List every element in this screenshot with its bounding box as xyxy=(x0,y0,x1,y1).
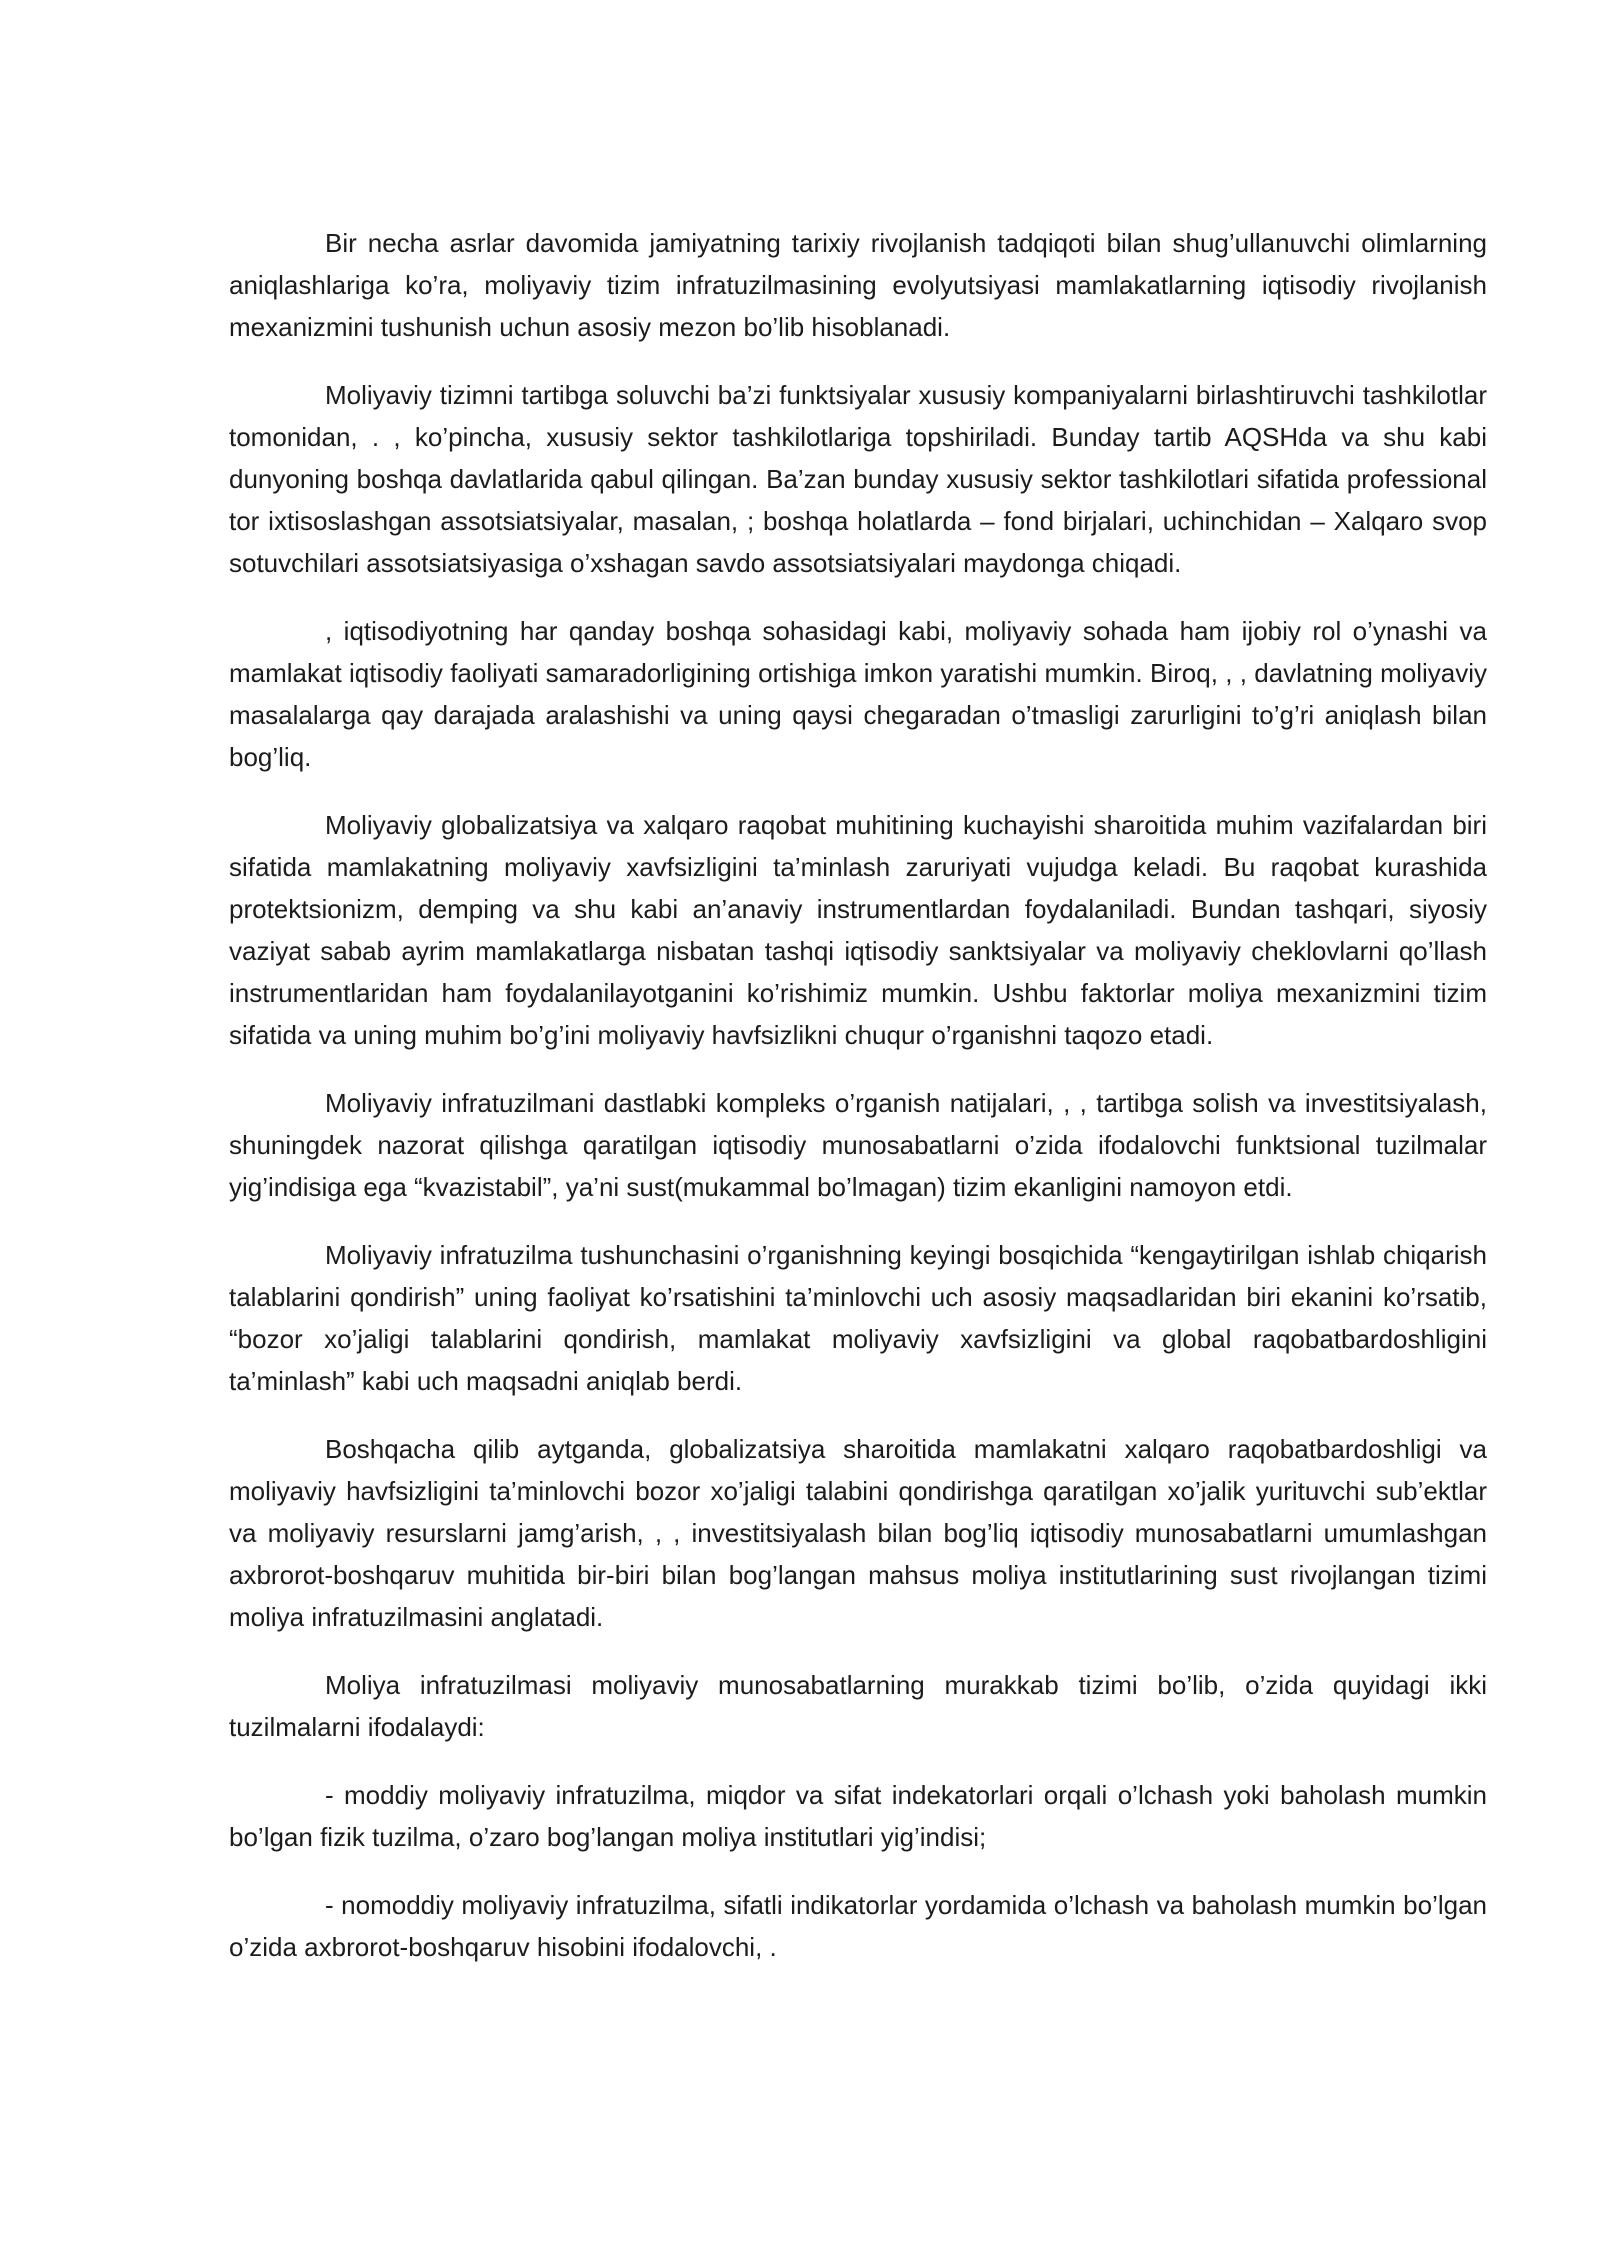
list-item-2: - nomoddiy moliyaviy infratuzilma, sifatli indikatorlar yordamida o’lchash va baholash mumkin bo’lgan o’zida axbrorot-boshqaruv hisobini ifodalovchi, . xyxy=(229,1890,1487,1962)
paragraph-7: Boshqacha qilib aytganda, globalizatsiya sharoitida mamlakatni xalqaro raqobatbardoshligi va moliyaviy havfsizligini ta’minlovchi bozor xo’jaligi talabini qondirishga qaratilgan xo’jalik yurituvchi sub’ektlar va moliyaviy resurslarni jamg’arish, , , investitsiyalash bilan bog’liq iqtisodiy munosabatlarni umumlashgan axbrorot-boshqaruv muhitida bir-biri bilan bog’langan mahsus moliya institutlarining sust rivojlangan tizimi moliya infratuzilmasini anglatadi. xyxy=(229,1434,1487,1632)
paragraph-2: Moliyaviy tizimni tartibga soluvchi ba’zi funktsiyalar xususiy kompaniyalarni birlashtiruvchi tashkilotlar tomonidan, . , ko’pincha, xususiy sektor tashkilotlariga topshiriladi. Bunday tartib AQSHda va shu kabi dunyoning boshqa davlatlarida qabul qilingan. Ba’zan bunday xususiy sektor tashkilotlari sifatida professional tor ixtisoslashgan assotsiatsiyalar, masalan, ; boshqa holatlarda – fond birjalari, uchinchidan – Xalqaro svop sotuvchilari assotsiatsiyasiga o’xshagan savdo assotsiatsiyalari maydonga chiqadi. xyxy=(229,380,1487,578)
paragraph-4: Moliyaviy globalizatsiya va xalqaro raqobat muhitining kuchayishi sharoitida muhim vazifalardan biri sifatida mamlakatning moliyaviy xavfsizligini ta’minlash zaruriyati vujudga keladi. Bu raqobat kurashida protektsionizm, demping va shu kabi an’anaviy instrumentlardan foydalaniladi. Bundan tashqari, siyosiy vaziyat sabab ayrim mamlakatlarga nisbatan tashqi iqtisodiy sanktsiyalar va moliyaviy cheklovlarni qo’llash instrumentlaridan ham foydalanilayotganini ko’rishimiz mumkin. Ushbu faktorlar moliya mexanizmini tizim sifatida va uning muhim bo’g’ini moliyaviy havfsizlikni chuqur o’rganishni taqozo etadi. xyxy=(229,810,1487,1050)
paragraph-3: , iqtisodiyotning har qanday boshqa sohasidagi kabi, moliyaviy sohada ham ijobiy rol o’ynashi va mamlakat iqtisodiy faoliyati samaradorligining ortishiga imkon yaratishi mumkin. Biroq, , , davlatning moliyaviy masalalarga qay darajada aralashishi va uning qaysi chegaradan o’tmasligi zarurligini to’g’ri aniqlash bilan bog’liq. xyxy=(229,616,1487,772)
document-page xyxy=(229,222,1487,1994)
paragraph-1: Bir necha asrlar davomida jamiyatning tarixiy rivojlanish tadqiqoti bilan shug’ullanuvchi olimlarning aniqlashlariga ko’ra, moliyaviy tizim infratuzilmasining evolyutsiyasi mamlakatlarning iqtisodiy rivojlanish mexanizmini tushunish uchun asosiy mezon bo’lib hisoblanadi. xyxy=(229,228,1487,342)
paragraph-8: Moliya infratuzilmasi moliyaviy munosabatlarning murakkab tizimi bo’lib, o’zida quyidagi ikki tuzilmalarni ifodalaydi: xyxy=(229,1670,1487,1742)
list-item-1: - moddiy moliyaviy infratuzilma, miqdor va sifat indekatorlari orqali o’lchash yoki baholash mumkin bo’lgan fizik tuzilma, o’zaro bog’langan moliya institutlari yig’indisi; xyxy=(229,1780,1487,1852)
paragraph-5: Moliyaviy infratuzilmani dastlabki kompleks o’rganish natijalari, , , tartibga solish va investitsiyalash, shuningdek nazorat qilishga qaratilgan iqtisodiy munosabatlarni o’zida ifodalovchi funktsional tuzilmalar yig’indisiga ega “kvazistabil”, ya’ni sust(mukammal bo’lmagan) tizim ekanligini namoyon etdi. xyxy=(229,1088,1487,1202)
paragraph-6: Moliyaviy infratuzilma tushunchasini o’rganishning keyingi bosqichida “kengaytirilgan ishlab chiqarish talablarini qondirish” uning faoliyat ko’rsatishini ta’minlovchi uch asosiy maqsadlaridan biri ekanini ko’rsatib, “bozor xo’jaligi talablarini qondirish, mamlakat moliyaviy xavfsizligini va global raqobatbardoshligini ta’minlash” kabi uch maqsadni aniqlab berdi. xyxy=(229,1240,1487,1396)
